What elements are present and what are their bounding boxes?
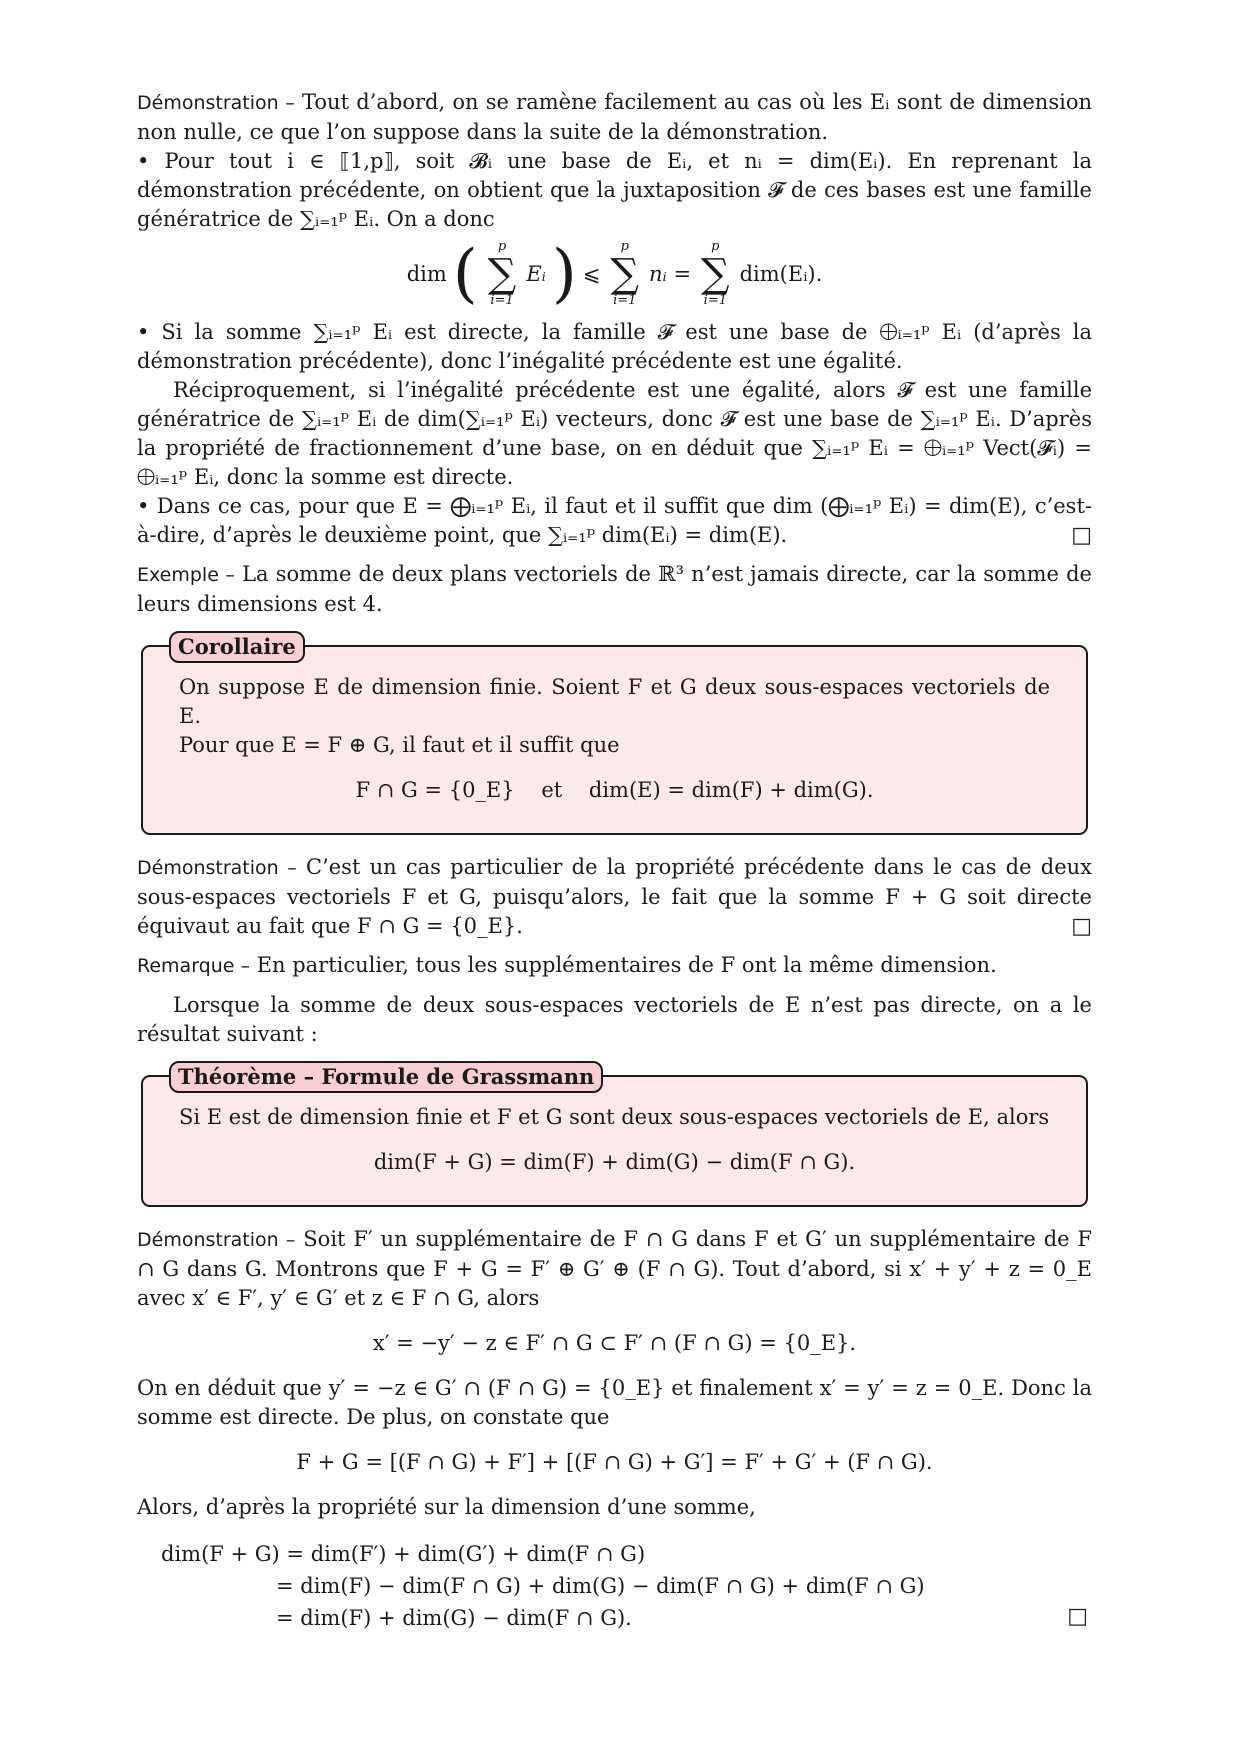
equation-dim-sum bbox=[137, 237, 1092, 311]
demo3-label: Démonstration – bbox=[137, 1229, 296, 1251]
sum-bottom: i=1 bbox=[703, 293, 727, 308]
sum-top: p bbox=[497, 239, 507, 254]
qed-symbol: □ bbox=[1071, 914, 1092, 939]
theorem-box bbox=[141, 1064, 1088, 1207]
sum-operator-3 bbox=[701, 240, 730, 308]
demo1-point3 bbox=[137, 492, 1092, 550]
demo2-label: Démonstration – bbox=[137, 857, 297, 879]
demo3-eq1: x′ = −y′ − z ∈ F′ ∩ G ⊂ F′ ∩ (F ∩ G) = {0_E}. bbox=[372, 1331, 857, 1355]
demo3-aligned-equations bbox=[161, 1538, 1092, 1634]
sum-operator-2 bbox=[610, 240, 639, 308]
demo1-point2: • Si la somme ∑ᵢ₌₁ᵖ Eᵢ est directe, la famille 𝓕 est une base de ⨁ᵢ₌₁ᵖ Eᵢ (d’après la démonstration précédente), donc l’inégalité précédente est une égalité. bbox=[137, 320, 1092, 373]
remark-text: En particulier, tous les supplémentaires de F ont la même dimension. bbox=[256, 953, 997, 977]
corollary-equation: F ∩ G = {0_E} et dim(E) = dim(F) + dim(G). bbox=[355, 778, 874, 802]
demo1-point1: • Pour tout i ∈ ⟦1,p⟧, soit 𝓑ᵢ une base de Eᵢ, et nᵢ = dim(Eᵢ). En reprenant la démonstration précédente, on obtient que la juxtaposition 𝓕 de ces bases est une famille génératrice de ∑ᵢ₌₁ᵖ Eᵢ. On a donc bbox=[137, 149, 1092, 231]
left-paren: ( bbox=[452, 237, 478, 311]
sum-operator-1 bbox=[488, 240, 517, 308]
sum-symbol: ∑ bbox=[701, 251, 730, 297]
sum-symbol: ∑ bbox=[487, 251, 517, 297]
qed-symbol: □ bbox=[1067, 1604, 1088, 1629]
align-line-1: dim(F + G) = dim(F′) + dim(G′) + dim(F ∩ G) bbox=[161, 1542, 646, 1566]
demo3-text2: On en déduit que y′ = −z ∈ G′ ∩ (F ∩ G) = {0_E} et finalement x′ = y′ = z = 0_E. Donc la somme est directe. De plus, on constate que bbox=[137, 1376, 1092, 1429]
theorem-equation: dim(F + G) = dim(F) + dim(G) − dim(F ∩ G). bbox=[373, 1150, 856, 1174]
demo3-text3: Alors, d’après la propriété sur la dimension d’une somme, bbox=[137, 1495, 756, 1519]
sum-bottom: i=1 bbox=[490, 293, 514, 308]
demo1-converse: Réciproquement, si l’inégalité précédente est une égalité, alors 𝓕 est une famille génératrice de ∑ᵢ₌₁ᵖ Eᵢ de dim(∑ᵢ₌₁ᵖ Eᵢ) vecteurs, donc 𝓕 est une base de ∑ᵢ₌₁ᵖ Eᵢ. D’après la propriété de fractionnement d’une base, on en déduit que ∑ᵢ₌₁ᵖ Eᵢ = ⨁ᵢ₌₁ᵖ Vect(𝓕ᵢ) = ⨁ᵢ₌₁ᵖ Eᵢ, donc la somme est directe. bbox=[137, 378, 1092, 489]
qed-symbol: □ bbox=[1071, 523, 1092, 548]
example-text: La somme de deux plans vectoriels de ℝ³ n’est jamais directe, car la somme de leurs dimensions est 4. bbox=[137, 562, 1092, 616]
eq1-term3: dim(Eᵢ). bbox=[739, 261, 823, 286]
page bbox=[137, 88, 1092, 1634]
demo3-text1: Soit F′ un supplémentaire de F ∩ G dans F et G′ un supplémentaire de F ∩ G dans G. Montrons que F + G = F′ ⊕ G′ ⊕ (F ∩ G). Tout d’abord, si x′ + y′ + z = 0_E avec x′ ∈ F′, y′ ∈ G′ et z ∈ F ∩ G, alors bbox=[137, 1227, 1092, 1310]
corollary-title: Corollaire bbox=[169, 631, 305, 663]
right-paren: ) bbox=[551, 237, 577, 311]
align-line-2: = dim(F) − dim(F ∩ G) + dim(G) − dim(F ∩ G) + dim(F ∩ G) bbox=[276, 1574, 925, 1598]
demo1-label: Démonstration – bbox=[137, 92, 295, 114]
remark bbox=[137, 951, 1092, 981]
demo2-text: C’est un cas particulier de la propriété précédente dans le cas de deux sous-espaces vectoriels F et G, puisqu’alors, le fait que la somme F + G soit directe équivaut au fait que F ∩ G = {0_E}. bbox=[137, 855, 1093, 938]
eq1-dim: dim bbox=[406, 261, 447, 286]
align-line-3-text: = dim(F) + dim(G) − dim(F ∩ G). bbox=[276, 1606, 632, 1630]
demo2 bbox=[137, 853, 1092, 941]
sum-top: p bbox=[620, 239, 629, 254]
demo1-intro bbox=[137, 88, 1092, 147]
example bbox=[137, 560, 1092, 619]
corollary-line2: Pour que E = F ⊕ G, il faut et il suffit que bbox=[179, 733, 620, 757]
corollary-line1: On suppose E de dimension finie. Soient F et G deux sous-espaces vectoriels de E. bbox=[179, 675, 1050, 728]
theorem-title: Théorème – Formule de Grassmann bbox=[169, 1061, 603, 1093]
demo1-intro-text: Tout d’abord, on se ramène facilement au cas où les Eᵢ sont de dimension non nulle, ce que l’on suppose dans la suite de la démonstration. bbox=[137, 90, 1092, 144]
theorem-line1: Si E est de dimension finie et F et G sont deux sous-espaces vectoriels de E, alors bbox=[179, 1105, 1050, 1129]
demo1-point3-text: • Dans ce cas, pour que E = ⨁ᵢ₌₁ᵖ Eᵢ, il faut et il suffit que dim (⨁ᵢ₌₁ᵖ Eᵢ) = dim(E), c’est-à-dire, d’après le deuxième point, que ∑ᵢ₌₁ᵖ dim(Eᵢ) = dim(E). bbox=[137, 494, 1092, 547]
corollary-box bbox=[141, 634, 1088, 835]
demo3-eq2: F + G = [(F ∩ G) + F′] + [(F ∩ G) + G′] = F′ + G′ + (F ∩ G). bbox=[296, 1450, 933, 1474]
align-line-3 bbox=[161, 1602, 1092, 1634]
demo3-para1 bbox=[137, 1225, 1092, 1313]
example-label: Exemple – bbox=[137, 564, 235, 586]
eq1-term1: Eᵢ bbox=[526, 261, 546, 286]
remark-label: Remarque – bbox=[137, 955, 250, 977]
eq1-term2: nᵢ = bbox=[649, 261, 692, 286]
sum-symbol: ∑ bbox=[610, 251, 640, 297]
eq1-leq: ⩽ bbox=[582, 261, 601, 286]
sum-bottom: i=1 bbox=[613, 293, 637, 308]
sum-top: p bbox=[711, 239, 720, 254]
transition-text: Lorsque la somme de deux sous-espaces vectoriels de E n’est pas directe, on a le résultat suivant : bbox=[137, 993, 1092, 1046]
